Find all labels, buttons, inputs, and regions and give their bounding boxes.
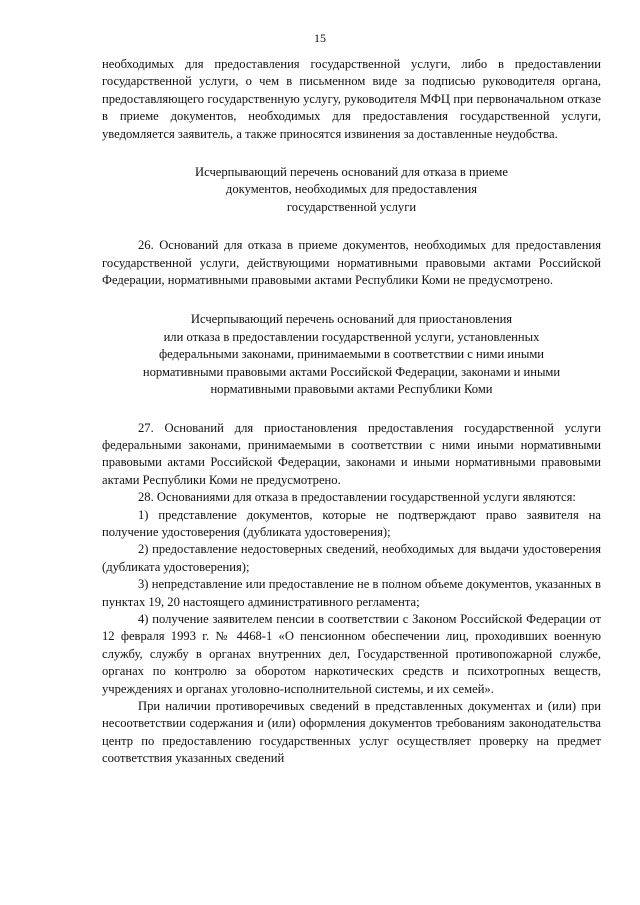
heading-line: Исчерпывающий перечень оснований для приостановления [190, 312, 513, 327]
section-heading-refusal-acceptance [102, 164, 601, 216]
heading-line: нормативными правовыми актами Республики Коми [210, 382, 493, 397]
paragraph-27: 27. Оснований для приостановления предоставления государственной услуги федеральными законами, принимаемыми в соответствии с ними иными нормативными правовыми актами Российской Федерации, законами и иными нормативными правовыми актами Республики Коми не предусмотрено. [102, 420, 601, 487]
heading-line: документов, необходимых для предоставления [225, 182, 478, 197]
document-body [102, 56, 601, 768]
heading-line: или отказа в предоставлении государственной услуги, установленных [163, 329, 540, 344]
list-item-3: 3) непредставление или предоставление не в полном объеме документов, указанных в пунктах 19, 20 настоящего административного регламента; [102, 577, 601, 609]
heading-line: нормативными правовыми актами Российской Федерации, законами и иными [142, 364, 561, 379]
paragraph-26: 26. Оснований для отказа в приеме документов, необходимых для предоставления государственной услуги, действующими нормативными правовыми актами Российской Федерации, нормативными правовыми актами Республики Коми не предусмотрено. [102, 238, 601, 288]
list-item-4: 4) получение заявителем пенсии в соответствии с Законом Российской Федерации от 12 февраля 1993 г. № 4468-1 «О пенсионном обеспечении лиц, проходивших военную службу, службу в органах внутренних дел, Государственной противопожарной службе, органах по контролю за оборотом наркотических средств и психотропных веществ, учреждениях и органах уголовно-исполнительной системы, и их семей». [102, 611, 601, 696]
final-paragraph: При наличии противоречивых сведений в представленных документах и (или) при несоответствии содержания и (или) оформления документов требованиям законодательства центр по предоставлению государственных услуг осуществляет проверку на предмет соответствия указанных сведений [102, 699, 601, 766]
heading-line: федеральными законами, принимаемыми в соответствии с ними иными [158, 347, 545, 362]
heading-line: государственной услуги [286, 199, 417, 214]
intro-paragraph: необходимых для предоставления государственной услуги, либо в предоставлении государственной услуги, о чем в письменном виде за подписью руководителя органа, предоставляющего государственную услугу, руководителя МФЦ при первоначальном отказе в приеме документов, необходимых для предоставления государственной услуги, уведомляется заявитель, а также приносятся извинения за доставленные неудобства. [102, 57, 601, 141]
list-item-2: 2) предоставление недостоверных сведений, необходимых для выдачи удостоверения (дубликата удостоверения); [102, 542, 601, 574]
paragraph-28: 28. Основаниями для отказа в предоставлении государственной услуги являются: [138, 490, 576, 505]
page-number: 15 [314, 31, 326, 45]
list-item-1: 1) представление документов, которые не подтверждают право заявителя на получение удостоверения (дубликата удостоверения); [102, 507, 601, 539]
section-heading-suspension-refusal [102, 311, 601, 398]
heading-line: Исчерпывающий перечень оснований для отказа в приеме [195, 165, 508, 180]
